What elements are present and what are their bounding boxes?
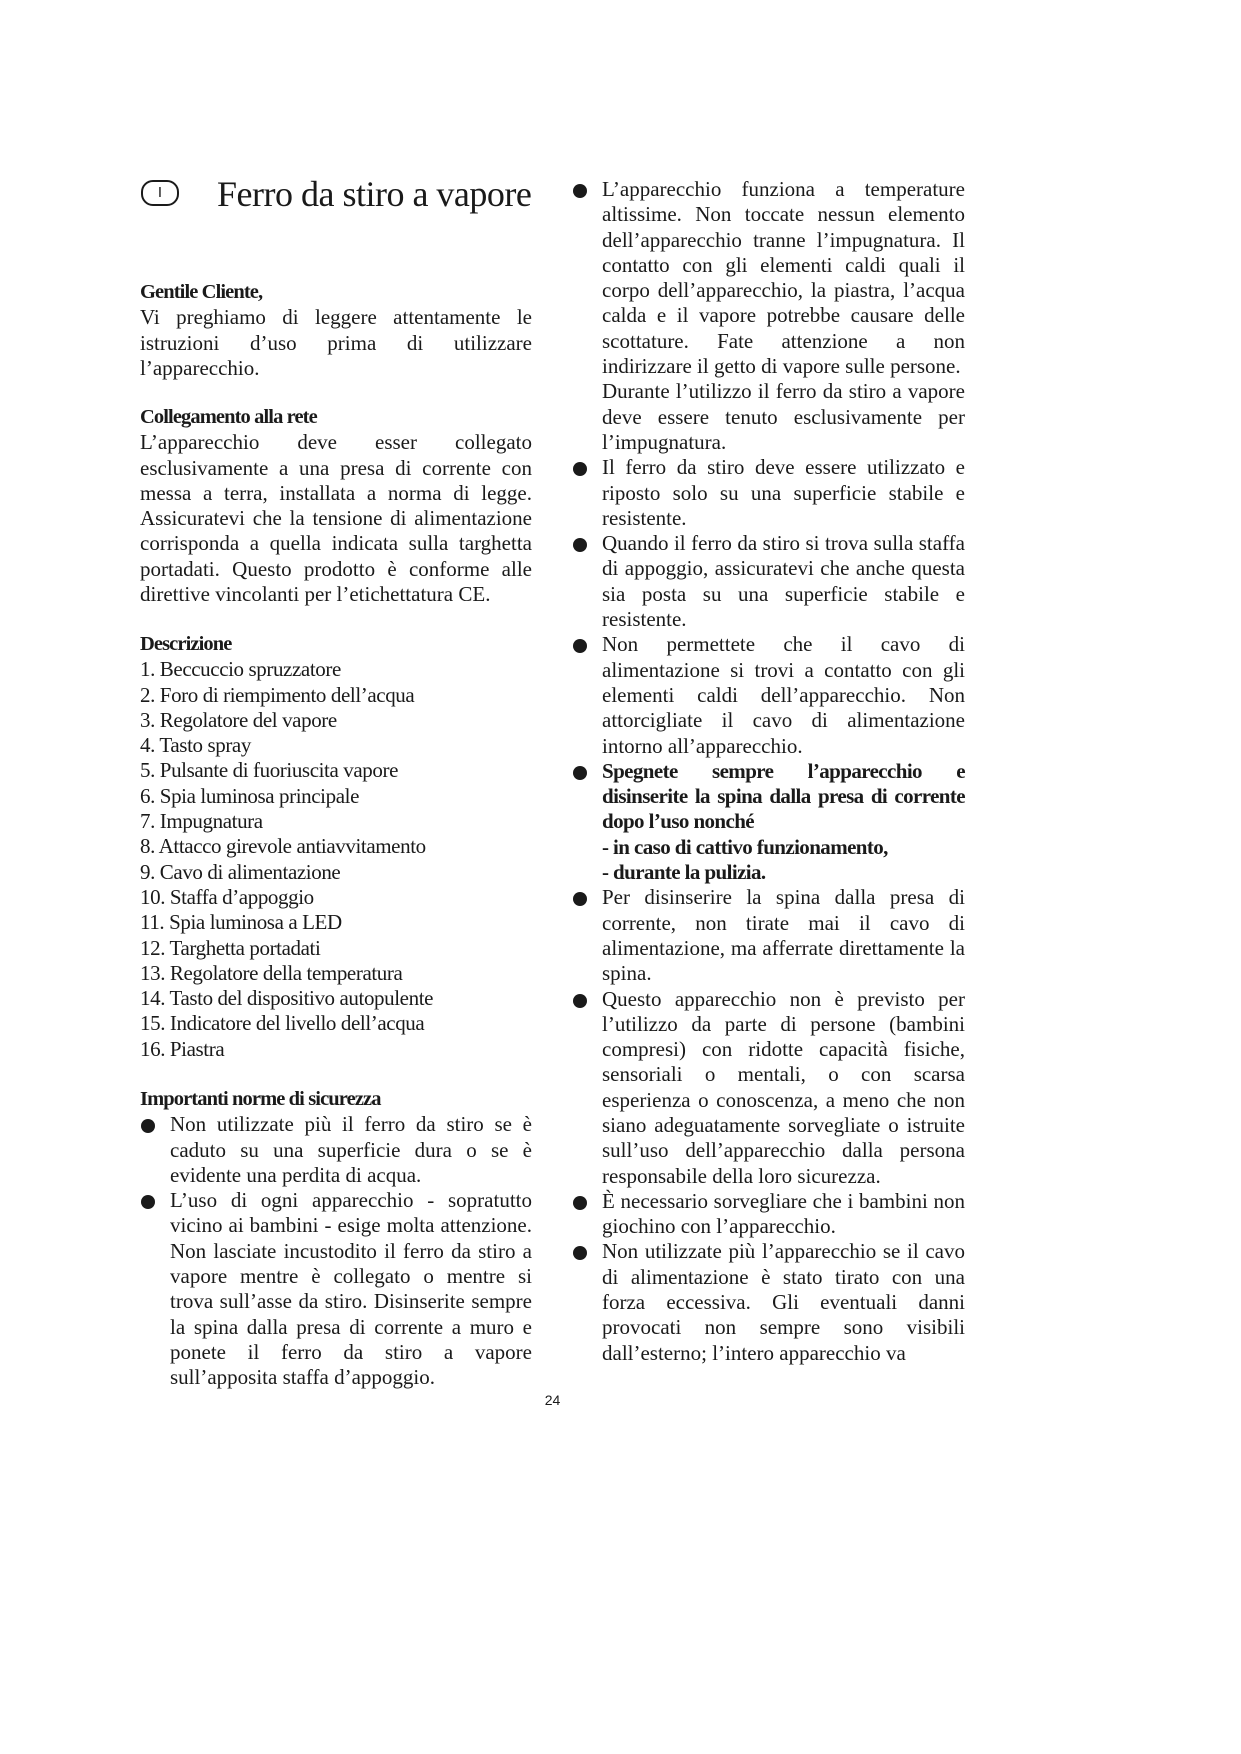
bullet-dot-icon [573, 892, 587, 906]
safety-item [572, 531, 965, 632]
safety-item [572, 885, 965, 986]
parts-list-item: 1. Beccuccio spruzzatore [140, 657, 341, 682]
connection-section [140, 405, 532, 607]
safety-item-text: Questo apparecchio non è previsto per l’utilizzo da parte di persone (bambini compresi) con ridotte capacità fisiche, sensoriali o mentali, o con scarsa esperienza o conoscenza, a meno che non siano adeguatamente sorvegliate o istruite sull’uso dell’apparecchio dalla persona responsabile della loro sicurezza. [602, 986, 965, 1188]
greeting-section [140, 280, 532, 381]
safety-item-text: Spegnete sempre l’apparecchio e disinserite la spina dalla presa di corrente dopo l’uso nonché [602, 758, 965, 834]
parts-list-item: 12. Targhetta portadati [140, 935, 321, 960]
safety-item-text: Quando il ferro da stiro si trova sulla staffa di appoggio, assicuratevi che anche questa sia posta su una superficie stabile e resistente. [602, 531, 965, 632]
greeting-heading: Gentile Cliente, [140, 281, 263, 303]
safety-item [140, 1188, 532, 1390]
bullet-dot-icon [573, 1196, 587, 1210]
bullet-dot-icon [573, 184, 587, 198]
safety-sub-item: - in caso di cattivo funzionamento, [602, 834, 888, 859]
safety-list-left [140, 1112, 532, 1390]
language-badge: I [141, 180, 179, 206]
safety-section [140, 1087, 532, 1391]
safety-item-text: Il ferro da stiro deve essere utilizzato e riposto solo su una superficie stabile e resistente. [602, 455, 965, 530]
description-heading: Descrizione [140, 633, 232, 655]
safety-heading: Importanti norme di sicurezza [140, 1088, 381, 1110]
parts-list-item: 7. Impugnatura [140, 809, 263, 834]
connection-text: L’apparecchio deve esser collegato esclusivamente a una presa di corrente con messa a terra, installata a norma di legge. Assicuratevi che la tensione di alimentazione corrisponda a quella indicata sulla targhetta portadati. Questo prodotto è conforme alle direttive vincolanti per l’etichettatura CE. [140, 430, 532, 607]
bullet-dot-icon [573, 1246, 587, 1260]
safety-item-text: Non permettete che il cavo di alimentazione si trovi a contatto con gli elementi caldi dell’apparecchio. Non attorcigliate il cavo di alimentazione intorno all’apparecchio. [602, 632, 965, 758]
safety-item-text: Non utilizzate più il ferro da stiro se è caduto su una superficie dura o se è evidente una perdita di acqua. [170, 1112, 532, 1187]
parts-list-item: 16. Piastra [140, 1036, 225, 1061]
parts-list-item: 10. Staffa d’appoggio [140, 884, 314, 909]
safety-item-text: Per disinserire la spina dalla presa di corrente, non tirate mai il cavo di alimentazione, ma afferrate direttamente la spina. [602, 885, 965, 986]
bullet-dot-icon [573, 538, 587, 552]
safety-item-text: L’uso di ogni apparecchio - sopratutto vicino ai bambini - esige molta attenzione. Non lasciate incustodito il ferro da stiro a vapore mentre è collegato o mentre si trova sull’asse da stiro. Disinserite sempre la spina dalla presa di corrente a muro e ponete il ferro da stiro a vapore sull’apposita staffa d’appoggio. [170, 1188, 532, 1390]
safety-item [572, 177, 965, 455]
bullet-dot-icon [141, 1195, 155, 1209]
page-title: Ferro da stiro a vapore [217, 174, 532, 214]
description-section [140, 632, 532, 1062]
parts-list-item: 2. Foro di riempimento dell’acqua [140, 682, 415, 707]
safety-item [572, 1239, 965, 1365]
bullet-dot-icon [573, 994, 587, 1008]
safety-item [140, 1112, 532, 1188]
safety-item [572, 987, 965, 1189]
parts-list-item: 14. Tasto del dispositivo autopulente [140, 986, 434, 1011]
safety-item-important [572, 759, 965, 885]
safety-item [572, 455, 965, 531]
safety-item-text: È necessario sorvegliare che i bambini non giochino con l’apparecchio. [602, 1188, 965, 1239]
safety-item-continuation: Durante l’utilizzo il ferro da stiro a vapore deve essere tenuto esclusivamente per l’impugnatura. [602, 379, 965, 454]
safety-item-text: Non utilizzate più l’apparecchio se il cavo di alimentazione è stato tirato con una forza eccessiva. Gli eventuali danni provocati non sempre sono visibili dall’esterno; l’intero apparecchio va [602, 1239, 965, 1365]
bullet-dot-icon [573, 462, 587, 476]
safety-list-right [572, 177, 965, 1366]
parts-list-item: 9. Cavo di alimentazione [140, 859, 341, 884]
page-number: 24 [544, 1392, 561, 1408]
parts-list-item: 8. Attacco girevole antiavvitamento [140, 834, 426, 859]
safety-sub-item: - durante la pulizia. [602, 860, 766, 885]
parts-list-item: 13. Regolatore della temperatura [140, 960, 403, 985]
parts-list-item: 6. Spia luminosa principale [140, 783, 359, 808]
connection-heading: Collegamento alla rete [140, 406, 317, 428]
parts-list-item: 5. Pulsante di fuoriuscita vapore [140, 758, 398, 783]
bullet-dot-icon [573, 766, 587, 780]
bullet-dot-icon [573, 639, 587, 653]
parts-list-item: 3. Regolatore del vapore [140, 707, 337, 732]
safety-item [572, 632, 965, 758]
parts-list-item: 4. Tasto spray [140, 733, 251, 758]
parts-list-item: 15. Indicatore del livello dell’acqua [140, 1011, 425, 1036]
safety-item [572, 1189, 965, 1240]
bullet-dot-icon [141, 1119, 155, 1133]
safety-item-text: L’apparecchio funziona a temperature altissime. Non toccate nessun elemento dell’apparecchio tranne l’impugnatura. Il contatto con gli elementi caldi quali il corpo dell’apparecchio, la piastra, l’acqua calda e il vapore potrebbe causare delle scottature. Fate attenzione a non indirizzare il getto di vapore sulle persone. [602, 177, 965, 379]
parts-list [140, 657, 532, 1062]
parts-list-item: 11. Spia luminosa a LED [140, 910, 342, 935]
greeting-text: Vi preghiamo di leggere attentamente le istruzioni d’uso prima di utilizzare l’apparecchio. [140, 305, 532, 380]
